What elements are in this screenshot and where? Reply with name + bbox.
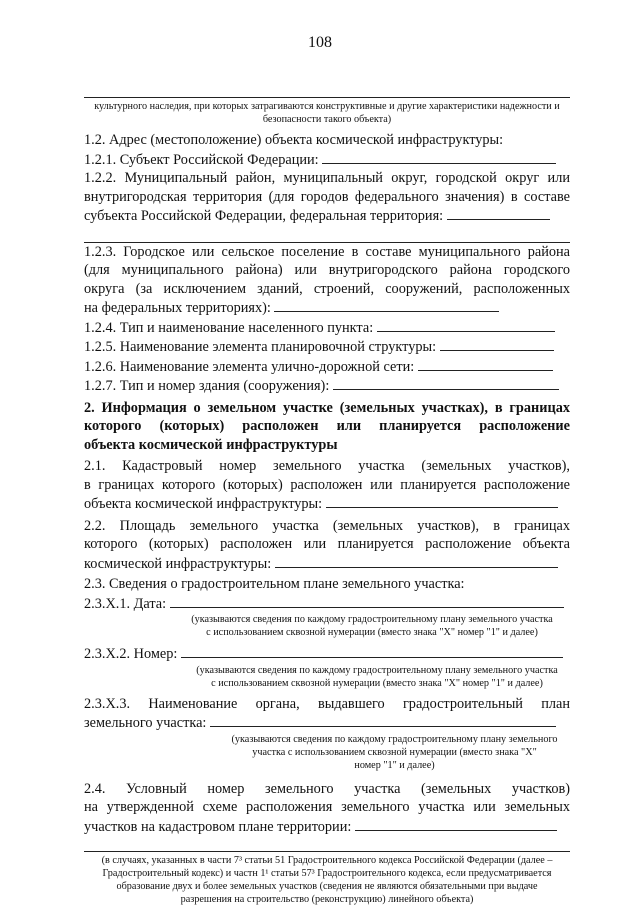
section-1-2-2-line1: 1.2.2. Муниципальный район, муниципальный округ, городской округ или (84, 170, 570, 186)
area-field[interactable] (275, 554, 558, 568)
section-2-3-x3-label: земельного участка: (84, 715, 207, 731)
section-1-2-4-label: 1.2.4. Тип и наименование населенного пункта: (84, 319, 374, 336)
section-1-2-7-label: 1.2.7. Тип и номер здания (сооружения): (84, 378, 330, 394)
section-2-4-line1: 2.4. Условный номер земельного участка (земельных участков) (84, 780, 570, 797)
section-2-2-line1: 2.2. Площадь земельного участка (земельных участков), в границах (84, 517, 570, 534)
page-number: 108 (308, 34, 332, 51)
section-2-3-x1 (84, 594, 570, 614)
section-1-2-5-label: 1.2.5. Наименование элемента планировочной структуры: (84, 339, 437, 355)
plan-number-field[interactable] (181, 644, 563, 658)
section-2-1-label: объекта космической инфраструктуры: (84, 496, 323, 512)
section-1-2-2-label: субъекта Российской Федерации, федеральная территория: (84, 208, 444, 224)
cadastral-number-field[interactable] (326, 494, 558, 508)
bottom-note-line2: Градостроительный кодекс) и частн 1¹ статьи 57³ Градостроительного кодекса, если предусматривается (102, 868, 552, 879)
section-1-2-2-line3 (84, 206, 570, 226)
section-2-3-x3-line2 (84, 713, 570, 733)
plan-number-note-line1: (указываются сведения по каждому градостроительному плану земельного участка (196, 664, 558, 676)
bottom-divider (84, 851, 570, 852)
section-2-3: 2.3. Сведения о градостроительном плане земельного участка: (84, 576, 465, 592)
section-2-3-x1-label: 2.3.X.1. Дата: (84, 595, 167, 612)
section-2-heading-line2: которого (которых) расположен или планируется расположение (84, 418, 570, 434)
section-2-3-x2 (84, 644, 570, 664)
section-2-1-line3 (84, 494, 570, 514)
plan-number-note (84, 664, 570, 690)
section-1-2-7 (84, 376, 570, 396)
section-2-2-line2: которого (которых) расположен или планируется расположение объекта (84, 536, 570, 552)
section-2-3-x3-line1: 2.3.X.3. Наименование органа, выдавшего градостроительный план (84, 695, 570, 712)
bottom-note-line3: образование двух и более земельных участков (сведения не являются обязательными при выдаче (116, 881, 538, 892)
section-1-2-2-line2: внутригородская территория (для городов федерального значения) в составе (84, 188, 570, 205)
municipal-district-field[interactable] (447, 206, 550, 220)
section-2-4-line2: на утвержденной схеме расположения земельного участка или земельных (84, 799, 570, 815)
plan-number-note-line2: с использованием сквозной нумерации (вместо знака "X" номер "1" и далее) (211, 677, 543, 689)
section-1-2-1-label: 1.2.1. Субъект Российской Федерации: (84, 151, 319, 168)
plan-date-note-line2: с использованием сквозной нумерации (вместо знака "X" номер "1" и далее) (206, 627, 538, 638)
section-2-4-label: участков на кадастровом плане территории: (84, 818, 352, 835)
section-2-4-line3 (84, 817, 570, 837)
planning-structure-field[interactable] (440, 337, 554, 351)
section-2-1-line2: в границах которого (которых) расположен или планируется расположение (84, 476, 570, 493)
bottom-note-line4: разрешения на строительство (реконструкцию) линейного объекта) (180, 894, 474, 905)
section-1-2-6-label: 1.2.6. Наименование элемента улично-дорожной сети: (84, 358, 415, 375)
street-network-field[interactable] (418, 357, 553, 371)
plan-date-note (84, 613, 570, 639)
section-1-2-3-line4 (84, 298, 570, 318)
section-1-2-3-label: на федеральных территориях): (84, 300, 271, 316)
section-1-2-1 (84, 150, 570, 170)
top-note: культурного наследия, при которых затрагиваются конструктивные и другие характеристики надежности и безопасности такого объекта) (94, 101, 560, 125)
locality-field[interactable] (377, 318, 555, 332)
plan-date-note-line1: (указываются сведения по каждому градостроительному плану земельного участка (191, 614, 553, 625)
issuing-authority-note (84, 733, 570, 772)
section-1-2-3-line2: (для муниципального района) или внутригородского района городского (84, 262, 570, 278)
issuing-authority-note-line3: номер "1" и далее) (354, 759, 435, 771)
section-1-2-5 (84, 337, 570, 357)
bottom-note (84, 854, 570, 906)
section-1-2: 1.2. Адрес (местоположение) объекта космической инфраструктуры: (84, 132, 504, 148)
top-divider (84, 97, 570, 98)
issuing-authority-note-line2: участка с использованием сквозной нумерации (вместо знака "X" (252, 746, 537, 758)
section-2-3-x2-label: 2.3.X.2. Номер: (84, 646, 178, 662)
section-1-2-3-line3: округа (за исключением зданий, строений, сооружений, расположенных (84, 280, 570, 297)
building-field[interactable] (333, 376, 559, 390)
section-2-heading-line1: 2. Информация о земельном участке (земельных участках), в границах (84, 399, 570, 416)
settlement-field[interactable] (274, 298, 499, 312)
issuing-authority-field[interactable] (210, 713, 556, 727)
section-2-heading-line3: объекта космической инфраструктуры (84, 436, 338, 453)
conditional-number-field[interactable] (355, 817, 557, 831)
plan-date-field[interactable] (170, 594, 564, 608)
section-2-2-line3 (84, 554, 570, 574)
subject-field[interactable] (322, 150, 556, 164)
bottom-note-line1: (в случаях, указанных в части 7³ статьи 51 Градостроительного кодекса Российской Федерации (далее – (101, 855, 553, 866)
section-1-2-3-line1: 1.2.3. Городское или сельское поселение в составе муниципального района (84, 243, 570, 260)
issuing-authority-note-line1: (указываются сведения по каждому градостроительному плану земельного (231, 733, 558, 745)
section-2-2-label: космической инфраструктуры: (84, 555, 272, 572)
section-1-2-6 (84, 357, 570, 377)
document-body (84, 100, 570, 906)
municipal-district-field-extra[interactable] (84, 226, 570, 243)
section-1-2-4 (84, 318, 570, 338)
section-2-1-line1: 2.1. Кадастровый номер земельного участка (земельных участков), (84, 458, 570, 474)
